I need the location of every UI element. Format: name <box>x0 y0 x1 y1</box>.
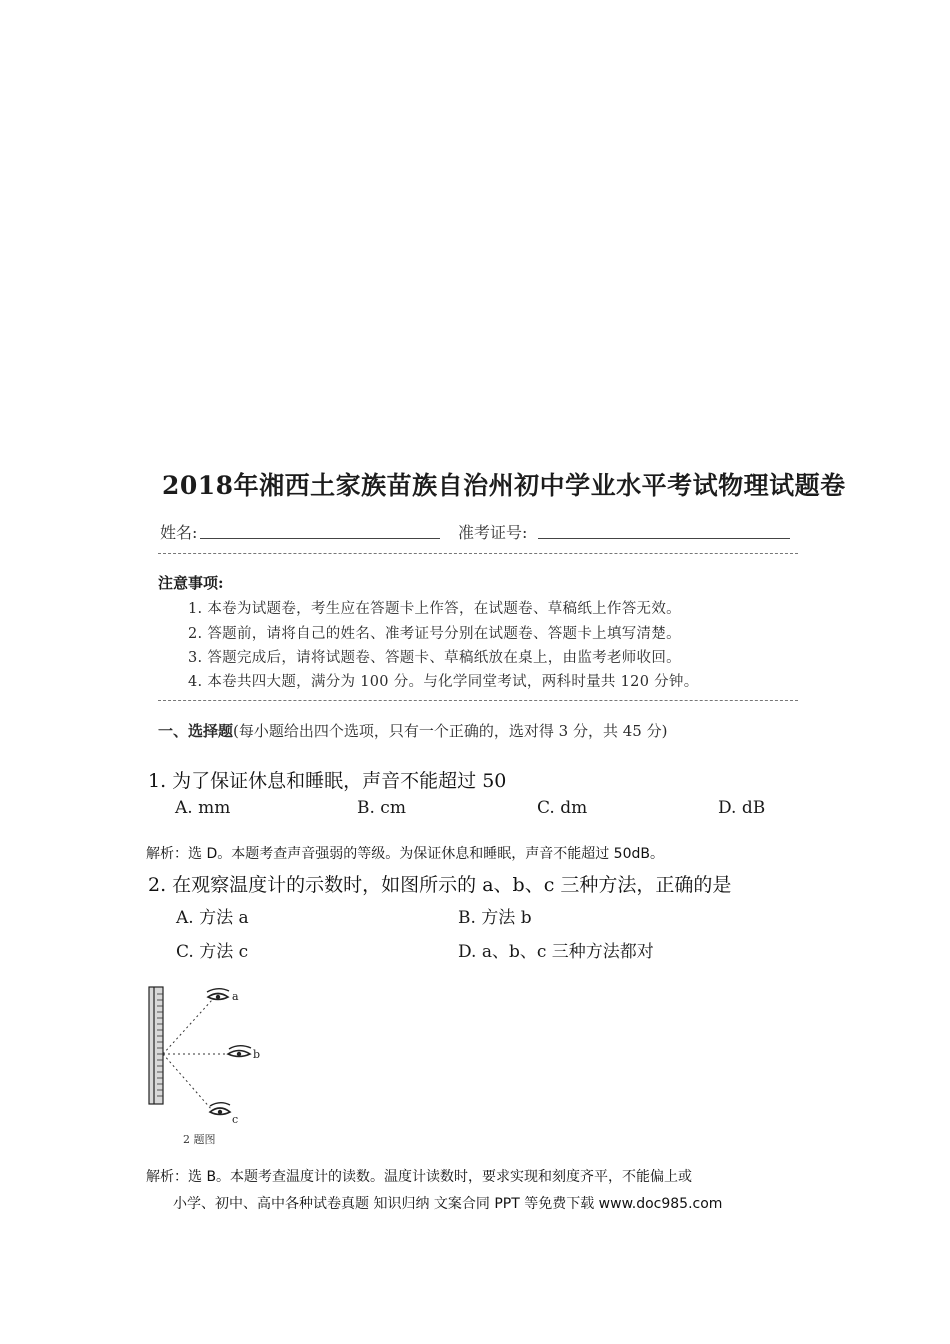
divider-top <box>158 553 798 554</box>
section-heading <box>158 720 667 741</box>
question-1-option-a: A. mm <box>175 798 231 818</box>
footer-text: 小学、初中、高中各种试卷真题 知识归纳 文案合同 PPT 等免费下载 www.doc985.com <box>173 1196 723 1212</box>
figure-label-c: c <box>232 1113 239 1126</box>
question-1-option-c: C. dm <box>537 798 588 818</box>
notice-item: 3. 答题完成后，请将试题卷、答题卡、草稿纸放在桌上，由监考老师收回。 <box>188 650 681 666</box>
divider-bottom <box>158 700 798 701</box>
thermometer-figure <box>140 982 280 1132</box>
question-2-option-b: B. 方法 b <box>458 908 532 928</box>
section-title: 一、选择题 <box>158 722 234 740</box>
question-1-option-b: B. cm <box>357 798 406 818</box>
question-1-option-d: D. dB <box>718 798 766 818</box>
exam-id-field[interactable] <box>538 538 790 539</box>
eye-icon <box>207 989 229 1000</box>
section-note: (每小题给出四个选项，只有一个正确的，选对得 3 分，共 45 分) <box>233 722 668 740</box>
question-2-analysis: 解析：选 B。本题考查温度计的读数。温度计读数时，要求实现和刻度齐平，不能偏上或 <box>146 1169 693 1185</box>
sight-line-c <box>163 1054 212 1110</box>
sight-line-a <box>163 1000 212 1054</box>
figure-label-b: b <box>253 1048 261 1061</box>
question-2-stem: 2. 在观察温度计的示数时，如图所示的 a、b、c 三种方法，正确的是 <box>148 874 732 896</box>
eye-icon <box>228 1046 251 1057</box>
question-2-option-c: C. 方法 c <box>176 942 249 962</box>
question-2-option-d: D. a、b、c 三种方法都对 <box>458 942 654 962</box>
name-label: 姓名: <box>160 523 198 542</box>
thermometer-body <box>149 987 163 1104</box>
figure-label-a: a <box>232 990 239 1003</box>
notice-item: 1. 本卷为试题卷，考生应在答题卡上作答，在试题卷、草稿纸上作答无效。 <box>188 601 681 617</box>
figure-caption: 2 题图 <box>183 1133 216 1146</box>
question-2-option-a: A. 方法 a <box>176 908 249 928</box>
exam-title: 2018年湘西土家族苗族自治州初中学业水平考试物理试题卷 <box>162 471 846 500</box>
exam-id-label: 准考证号: <box>458 523 528 542</box>
question-1-analysis: 解析：选 D。本题考查声音强弱的等级。为保证休息和睡眠，声音不能超过 50dB。 <box>146 846 664 862</box>
notice-item: 4. 本卷共四大题，满分为 100 分。与化学同堂考试，两科时量共 120 分钟。 <box>188 674 699 690</box>
question-1-stem: 1. 为了保证休息和睡眠，声音不能超过 50 <box>148 770 507 792</box>
notice-heading: 注意事项: <box>158 574 224 592</box>
notice-item: 2. 答题前，请将自己的姓名、准考证号分别在试题卷、答题卡上填写清楚。 <box>188 626 681 642</box>
name-field[interactable] <box>200 538 440 539</box>
eye-icon <box>210 1103 230 1115</box>
